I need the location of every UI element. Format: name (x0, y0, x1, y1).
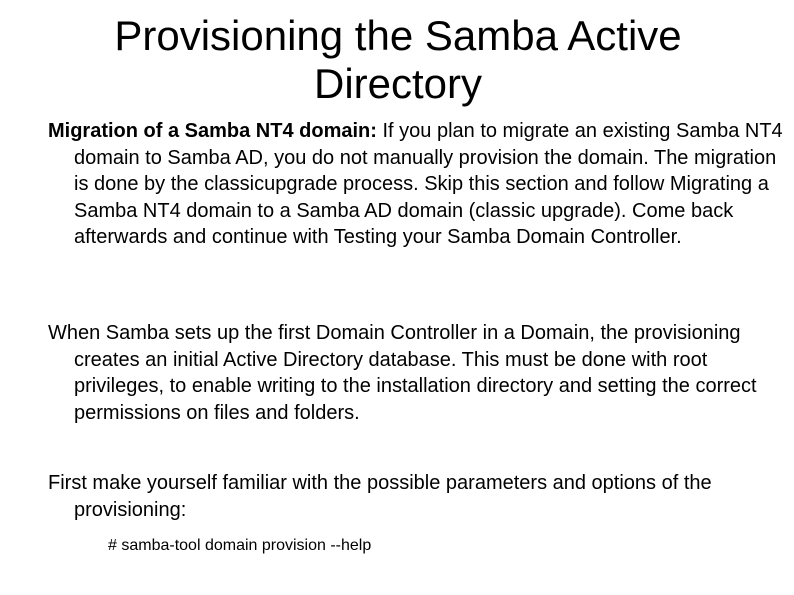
paragraph-migration (48, 118, 794, 251)
paragraph-provisioning: When Samba sets up the first Domain Controller in a Domain, the provisioning creates an initial Active Directory database. This must be done with root privileges, to enable writing to the installation directory and setting the correct permissions on files and folders. (48, 322, 757, 424)
command-line: # samba-tool domain provision --help (108, 537, 372, 554)
paragraph-lead: Migration of a Samba NT4 domain: (48, 120, 377, 142)
paragraph-parameters: First make yourself familiar with the possible parameters and options of the provisioning: (48, 472, 712, 521)
slide-title: Provisioning the Samba Active Directory (114, 12, 682, 107)
paragraph-text: If you plan to migrate an existing Samba NT4 domain to Samba AD, you do not manually provision the domain. The migration is done by the classicupgrade process. Skip this section and follow Migrating a Samba NT4 domain to a Samba AD domain (classic upgrade). Come back afterwards and continue with Testing your Samba Domain Controller. (74, 120, 783, 248)
